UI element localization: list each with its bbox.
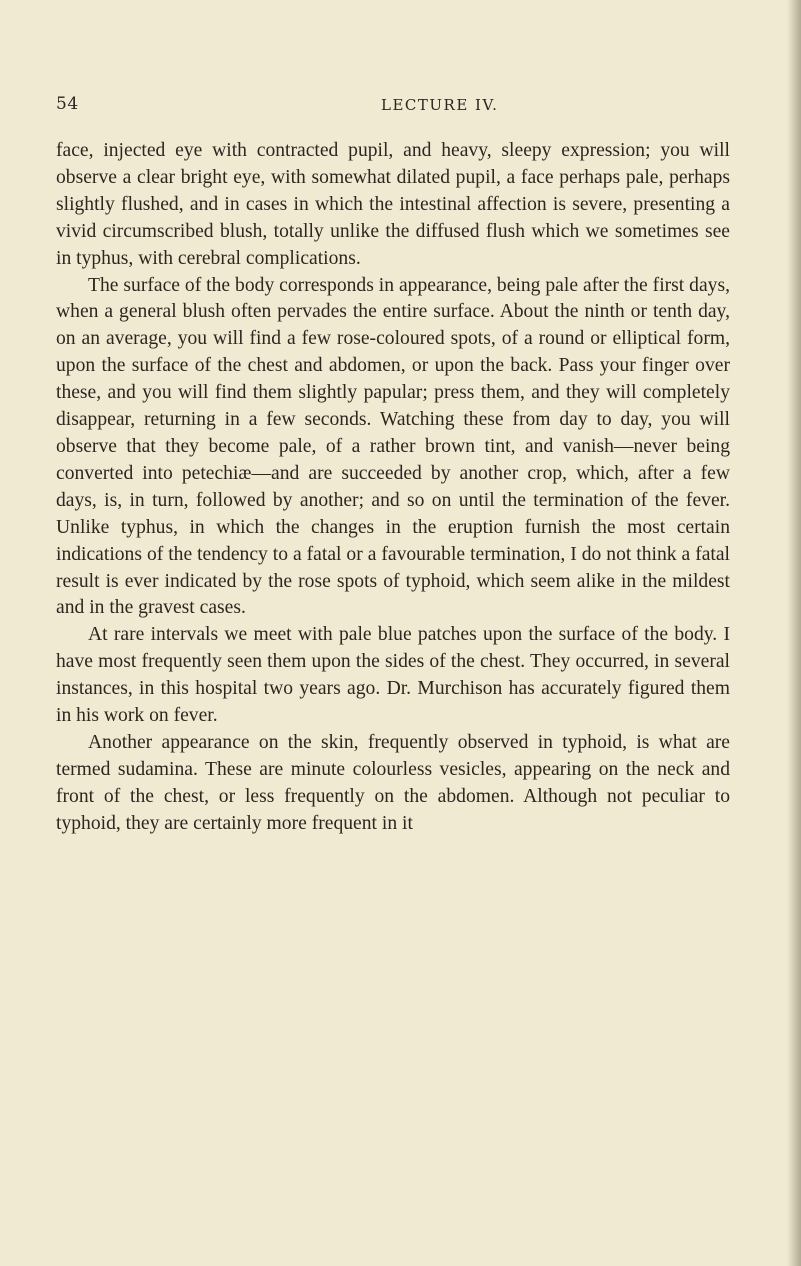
paragraph: Another appearance on the skin, frequently observed in typhoid, is what are termed sudamina. These are minute colourless vesicles, appearing on the neck and front of the chest, or less frequently on the abdomen. Although not peculiar to typhoid, they are certainly more frequent in it [56,731,730,834]
paragraph: face, injected eye with contracted pupil, and heavy, sleepy expression; you will observe a clear bright eye, with somewhat dilated pupil, a face perhaps pale, perhaps slightly flushed, and in cases in which the intestinal affection is severe, presenting a vivid circumscribed blush, totally unlike the diffused flush which we sometimes see in typhus, with cerebral complications. [56,140,730,269]
page-edge-shadow [787,0,801,1266]
page-header [56,94,730,124]
page-number: 54 [56,94,79,114]
body-text [56,138,730,838]
paragraph: At rare intervals we meet with pale blue patches upon the surface of the body. I have most frequently seen them upon the sides of the chest. They occurred, in several instances, in this hospital two years ago. Dr. Murchison has accurately figured them in his work on fever. [56,624,730,727]
paragraph: The surface of the body corresponds in appearance, being pale after the first days, when a general blush often pervades the entire surface. About the ninth or tenth day, on an average, you will find a few rose-coloured spots, of a round or elliptical form, upon the surface of the chest and abdomen, or upon the back. Pass your finger over these, and you will find them slightly papular; press them, and they will completely disappear, returning in a few seconds. Watching these from day to day, you will observe that they become pale, of a rather brown tint, and vanish—never being converted into petechiæ—and are succeeded by another crop, which, after a few days, is, in turn, followed by another; and so on until the termination of the fever. Unlike typhus, in which the changes in the eruption furnish the most certain indications of the tendency to a fatal or a favourable termination, I do not think a fatal result is ever indicated by the rose spots of typhoid, which seem alike in the mildest and in the gravest cases. [56,274,730,619]
running-head: LECTURE IV. [381,96,499,114]
